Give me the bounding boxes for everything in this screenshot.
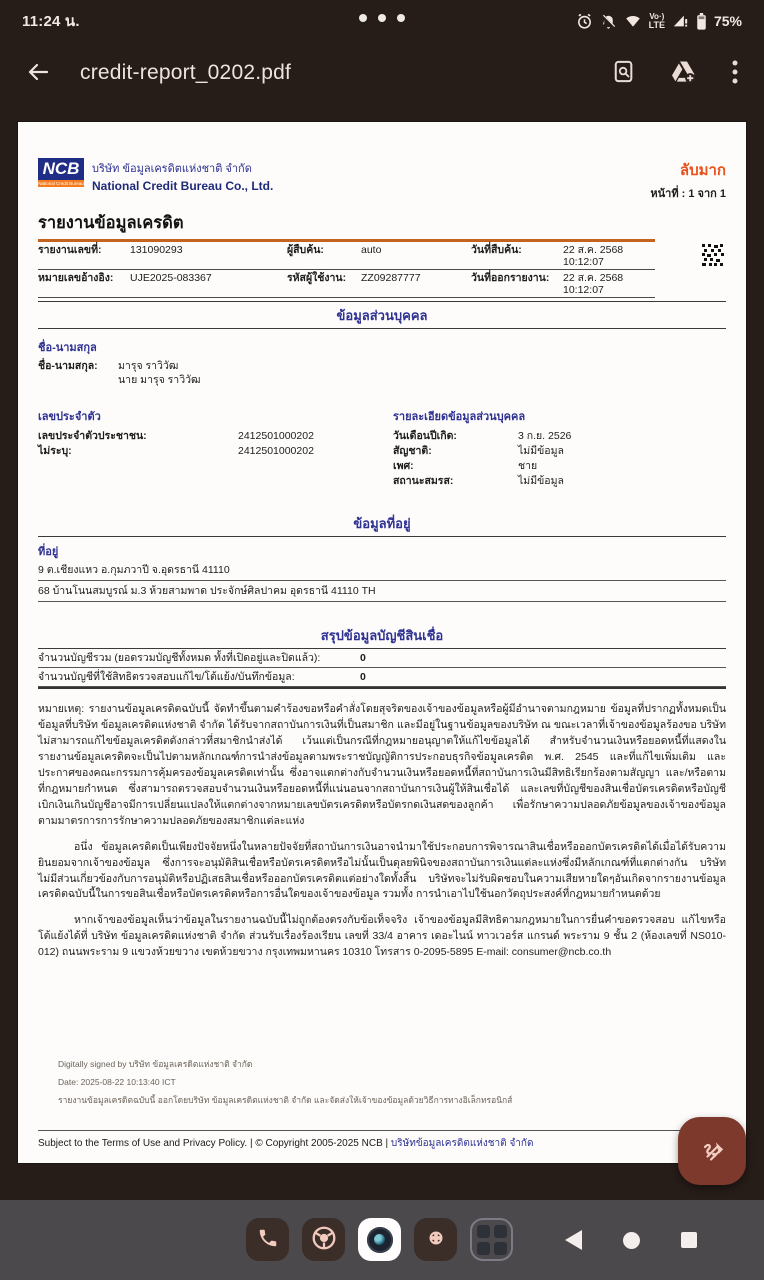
report-meta-row: รายงานเลขที่: 131090293 ผู้สืบค้น: auto วันที่สืบค้น: 22 ส.ค. 2568 10:12:07	[38, 242, 655, 270]
signature-line: รายงานข้อมูลเครดิตฉบับนี้ ออกโดยบริษัท ข้อมูลเครดิตแห่งชาติ จำกัด และจัดส่งให้เจ้าของข้อมูลด้วยวิธีการทางอิเล็กทรอนิกส์	[58, 1094, 513, 1105]
all-apps-button[interactable]	[470, 1218, 513, 1261]
camera-app-button[interactable]	[358, 1218, 401, 1261]
detail-row: สัญชาติ: ไม่มีข้อมูล	[393, 445, 564, 457]
nav-home-button[interactable]	[616, 1225, 646, 1255]
detail-row: เพศ: ชาย	[393, 460, 538, 472]
home-circle-icon	[623, 1232, 640, 1249]
address-section	[38, 510, 726, 602]
note-paragraph: หมายเหตุ: รายงานข้อมูลเครดิตฉบับนี้ จัดทำขึ้นตามคำร้องขอหรือคำสั่งโดยสุจริตของเจ้าของข้อมูลหรือผู้มีอำนาจตามกฎหมาย ข้อมูลที่ปรากฏทั้งหมดเป็นข้อมูลที่บริษัท ข้อมูลเครดิตแห่งชาติ จำกัด ได้รับจากสถาบันการเงินที่เป็นสมาชิก และมีอยู่ในฐานข้อมูลของบริษัท ณ ขณะเวลาที่เจ้าของข้อมูลร้องขอ บริษัทไม่สามารถแก้ไขข้อมูลเครดิตดังกล่าวที่สมาชิกนำส่งได้ เว้นแต่เป็นกรณีที่กฎหมายอนุญาตให้แก้ไขข้อมูลได้ สำหรับจำนวนเงินหรือยอดหนี้ที่แสดงในรายงานข้อมูลเครดิตจะเป็นไปตามหลักเกณฑ์การนำส่งข้อมูลตามพระราชบัญญัติการประกอบธุรกิจข้อมูลเครดิต พ.ศ. 2545 และที่แก้ไขเพิ่มเติม และประกาศของคณะกรรมการคุ้มครองข้อมูลเครดิตเท่านั้น ซึ่งอาจแตกต่างกับจำนวนเงินหรือยอดหนี้ที่สถาบันการเงินมีสิทธิเรียกร้องตามสัญญา และ/หรือตามที่กฎหมายกำหนด ซึ่งสามารถตรวจสอบจำนวนเงินหรือยอดหนี้ที่แน่นอนจากสถาบันการเงินผู้ให้สินเชื่อได้ และเลขที่บัญชีของสินเชื่อบัตรเครดิตหรือบัญชีเบิกเงินเกินบัญชีอาจมีการเปลี่ยนแปลงให้แตกต่างจากหมายเลขบัตรเครดิตหรือบัตรกดเงินสดของลูกค้า เพื่อรักษาความปลอดภัยข้อมูลของเจ้าของข้อมูลตามมาตรการการรักษาความปลอดภัยของสมาชิกแต่ละแห่ง	[38, 703, 726, 827]
signature-pen-icon	[697, 1135, 727, 1168]
report-header	[38, 158, 726, 202]
personal-detail-columns	[38, 407, 726, 488]
section-address: ข้อมูลที่อยู่	[38, 510, 726, 537]
photos-app-button[interactable]	[414, 1218, 457, 1261]
document-footer	[38, 1130, 726, 1151]
detail-row: สถานะสมรส: ไม่มีข้อมูล	[393, 475, 564, 487]
nav-recents-button[interactable]	[674, 1225, 704, 1255]
detail-row: วันเดือนปีเกิด: 3 ก.ย. 2526	[393, 430, 572, 442]
find-in-document-button[interactable]	[613, 60, 635, 87]
section-personal-info: ข้อมูลส่วนบุคคล	[38, 301, 726, 329]
nav-back-button[interactable]	[558, 1225, 588, 1255]
name-section-header: ชื่อ-นามสกุล	[38, 342, 97, 354]
signature-line: Digitally signed by บริษัท ข้อมูลเครดิตแห่งชาติ จำกัด	[58, 1059, 253, 1069]
disclaimer-note	[38, 702, 726, 961]
app-grid-icon	[477, 1225, 507, 1255]
phone-app-button[interactable]	[246, 1218, 289, 1261]
dock	[246, 1218, 513, 1261]
add-to-drive-button[interactable]	[671, 60, 696, 86]
status-icons	[576, 13, 742, 30]
report-meta-row: หมายเลขอ้างอิง: UJE2025-083367 รหัสผู้ใช้งาน: ZZ09287777 วันที่ออกรายงาน: 22 ส.ค. 2568 10:12:07	[38, 270, 655, 298]
id-section-header: เลขประจำตัว	[38, 411, 101, 423]
battery-percent: 75%	[713, 13, 742, 29]
note-paragraph: อนึ่ง ข้อมูลเครดิตเป็นเพียงปัจจัยหนึ่งในหลายปัจจัยที่สถาบันการเงินอาจนำมาใช้ประกอบการพิจารณาสินเชื่อหรือออกบัตรเครดิตได้เมื่อได้รับความยินยอมจากเจ้าของข้อมูล ซึ่งการจะอนุมัติสินเชื่อหรือบัตรเครดิตหรือไม่นั้นเป็นดุลยพินิจของสถาบันการเงินแต่ละแห่งซึ่งมีหลักเกณฑ์ที่แตกต่างกัน บริษัทไม่มีส่วนเกี่ยวข้องกับการอนุมัติหรือปฏิเสธสินเชื่อหรือออกบัตรเครดิตแต่อย่างใดทั้งสิ้น บริษัทจะไม่รับผิดชอบในความเสียหายใดๆอันเกิดจากรายงานข้อมูลเครดิตฉบับนี้ในการขอสินเชื่อหรือบัตรเครดิตหรือการอื่นใดของเจ้าของข้อมูล รวมทั้ง การนำเอาไปใช้นอกวัตถุประสงค์ที่กฎหมายกำหนดด้วย	[38, 840, 726, 901]
id-row: ไม่ระบุ: 2412501000202	[38, 445, 314, 457]
chrome-app-button[interactable]	[302, 1218, 345, 1261]
overflow-menu-button[interactable]	[732, 60, 738, 87]
chrome-icon	[311, 1225, 337, 1254]
status-bar	[0, 0, 764, 42]
phone-icon	[257, 1227, 279, 1252]
address-line: 68 บ้านโนนสมบูรณ์ ม.3 ห้วยสามพาด ประจักษ์ศิลปาคม อุดรธานี 41110 TH	[38, 581, 726, 602]
note-paragraph: หากเจ้าของข้อมูลเห็นว่าข้อมูลในรายงานฉบับนี้ไม่ถูกต้องตรงกับข้อเท็จจริง เจ้าของข้อมูลมีสิทธิตามกฎหมายในการยื่นคำขอตรวจสอบ แก้ไขหรือโต้แย้งได้ที่ บริษัท ข้อมูลเครดิตแห่งชาติ จำกัด ส่วนรับเรื่องร้องเรียน เลขที่ 33/4 อาคาร เดอะไนน์ ทาวเวอร์ส แกรนด์ พระราม 9 ชั้น 2 (ห้องเลขที่ NS010-012) ถนนพระราม 9 แขวงห้วยขวาง เขตห้วยขวาง กรุงเทพมหานคร 10310 โทรสาร 0-2095-5895 E-mail: consumer@ncb.co.th	[38, 914, 726, 959]
signature-line: Date: 2025-08-22 10:13:40 ICT	[58, 1076, 176, 1087]
document-title: credit-report_0202.pdf	[80, 61, 292, 84]
more-vert-icon	[732, 60, 738, 87]
address-header: ที่อยู่	[38, 546, 59, 558]
find-in-page-icon	[613, 60, 635, 87]
camera-icon	[367, 1227, 393, 1253]
id-row: เลขประจำตัวประชาชน: 2412501000202	[38, 430, 314, 442]
summary-section	[38, 622, 726, 689]
wifi-icon	[624, 13, 642, 29]
barcode-icon	[702, 244, 724, 271]
clock: 11:24 น.	[22, 13, 80, 30]
pdf-page[interactable]	[18, 122, 746, 1163]
navigation-bar	[558, 1200, 704, 1280]
notifications-off-icon	[600, 13, 617, 30]
photos-pinwheel-icon	[423, 1225, 449, 1254]
footer-company-link[interactable]: บริษัทข้อมูลเครดิตแห่งชาติ จำกัด	[390, 1138, 534, 1149]
taskbar	[0, 1200, 764, 1280]
back-arrow-icon	[26, 60, 50, 87]
confidential-label: ลับมาก	[679, 162, 726, 179]
battery-icon	[696, 13, 707, 30]
name-value: มารุจ ราวิวัฒ	[118, 360, 179, 372]
digital-signature-block	[58, 1056, 512, 1110]
drive-add-icon	[671, 60, 696, 86]
app-bar	[0, 42, 764, 104]
footer-text: Subject to the Terms of Use and Privacy Policy. | © Copyright 2005-2025 NCB |	[38, 1138, 391, 1149]
camera-cutout-dots	[359, 14, 405, 22]
company-name-en: National Credit Bureau Co., Ltd.	[92, 179, 274, 193]
back-triangle-icon	[565, 1230, 582, 1250]
detail-section-header: รายละเอียดข้อมูลส่วนบุคคล	[393, 411, 526, 423]
signal-alert-icon	[672, 13, 689, 29]
summary-row: จำนวนบัญชีที่ใช้สิทธิตรวจสอบแก้ไข/โต้แย้ง/บันทึกข้อมูล: 0	[38, 668, 726, 687]
report-title: รายงานข้อมูลเครดิต	[38, 210, 655, 242]
back-button[interactable]	[26, 60, 50, 87]
address-line: 9 ต.เชียงแหว อ.กุมภวาปี จ.อุดรธานี 41110	[38, 560, 726, 581]
annotate-fab[interactable]	[678, 1117, 746, 1185]
name-value-formal: นาย มารุจ ราวิวัฒ	[118, 374, 201, 386]
page-number-label: หน้าที่ : 1 จาก 1	[650, 188, 726, 200]
ncb-logo: NCB National Credit Bureau	[38, 159, 84, 186]
summary-row: จำนวนบัญชีรวม (ยอดรวมบัญชีทั้งหมด ทั้งที่เปิดอยู่และปิดแล้ว): 0	[38, 649, 726, 668]
section-summary: สรุปข้อมูลบัญชีสินเชื่อ	[38, 622, 726, 649]
recents-square-icon	[681, 1232, 697, 1248]
name-label: ชื่อ-นามสกุล:	[38, 360, 98, 372]
name-section	[38, 338, 726, 387]
volte-indicator: Vo·) LTE	[648, 11, 665, 30]
alarm-icon	[576, 13, 593, 30]
company-name-th: บริษัท ข้อมูลเครดิตแห่งชาติ จำกัด	[92, 163, 252, 175]
